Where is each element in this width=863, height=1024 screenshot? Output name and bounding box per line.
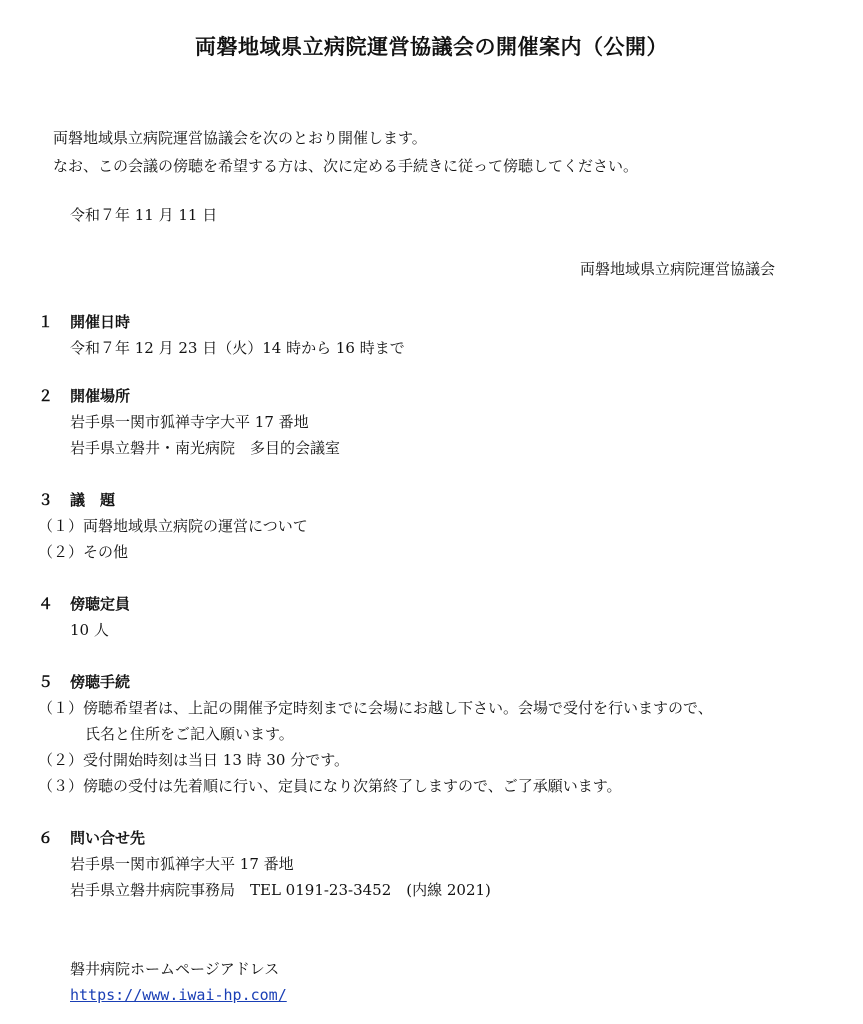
section-6-line-1: 岩手県一関市狐禅字大平 17 番地 <box>70 855 294 873</box>
section-1-line-1: 令和７年 12 月 23 日（火）14 時から 16 時まで <box>70 339 405 357</box>
homepage-label: 磐井病院ホームページアドレス <box>70 960 280 978</box>
section-6-line-2: 岩手県立磐井病院事務局 TEL 0191-23-3452 (内線 2021) <box>70 881 491 899</box>
section-1-heading: 開催日時 <box>70 313 131 331</box>
intro-line-2: なお、この会議の傍聴を希望する方は、次に定める手続きに従って傍聴してください。 <box>53 157 639 175</box>
section-5-line-1: （１）傍聴希望者は、上記の開催予定時刻までに会場にお越し下さい。会場で受付を行いますので、 <box>38 699 713 717</box>
section-5-heading: 傍聴手続 <box>70 673 131 691</box>
section-3-number: ３ <box>38 491 54 509</box>
section-5-number: ５ <box>38 673 54 691</box>
section-2-number: ２ <box>38 387 54 405</box>
organizer-name: 両磐地域県立病院運営協議会 <box>580 260 776 278</box>
homepage-link[interactable]: https://www.iwai-hp.com/ <box>70 986 287 1004</box>
section-4-heading: 傍聴定員 <box>70 595 131 613</box>
section-2-heading: 開催場所 <box>70 387 131 405</box>
section-5-line-2: 氏名と住所をご記入願います。 <box>85 725 294 743</box>
section-1-number: １ <box>38 313 54 331</box>
section-6-heading: 問い合せ先 <box>70 829 146 847</box>
section-5-line-4: （３）傍聴の受付は先着順に行い、定員になり次第終了しますので、ご了承願います。 <box>38 777 622 795</box>
section-3-heading: 議 題 <box>70 491 116 509</box>
section-2-line-2: 岩手県立磐井・南光病院 多目的会議室 <box>70 439 341 457</box>
section-6-number: ６ <box>38 829 54 847</box>
section-4-number: ４ <box>38 595 54 613</box>
section-4-line-1: 10 人 <box>70 621 109 639</box>
section-2-line-1: 岩手県一関市狐禅寺字大平 17 番地 <box>70 413 309 431</box>
section-3-line-2: （２）その他 <box>38 543 129 561</box>
section-5-line-3: （２）受付開始時刻は当日 13 時 30 分です。 <box>38 751 350 769</box>
intro-line-1: 両磐地域県立病院運営協議会を次のとおり開催します。 <box>53 129 427 147</box>
page-title: 両磐地域県立病院運営協議会の開催案内（公開） <box>195 35 668 59</box>
section-3-line-1: （１）両磐地域県立病院の運営について <box>38 517 308 535</box>
notice-date: 令和７年 11 月 11 日 <box>70 206 218 224</box>
